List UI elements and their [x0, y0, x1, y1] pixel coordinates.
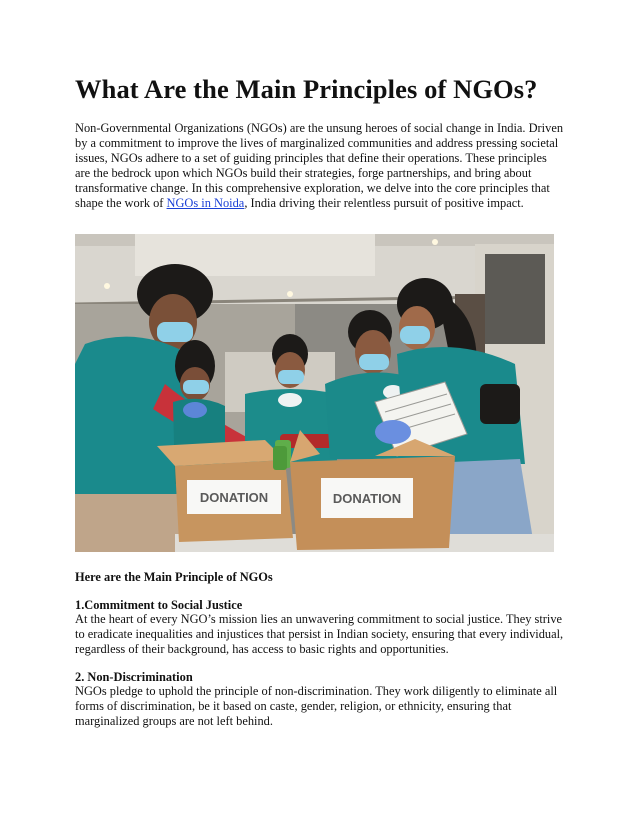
intro-paragraph: [75, 121, 565, 211]
principle-2-heading: 2. Non-Discrimination: [75, 670, 193, 684]
principle-1-heading: 1.Commitment to Social Justice: [75, 598, 243, 612]
page-title: What Are the Main Principles of NGOs?: [75, 74, 538, 104]
principle-1-body: At the heart of every NGO’s mission lies an unwavering commitment to social justice. They strive to eradicate inequalities and injustices that persist in Indian society, ensuring that every individual, regardless of their background, has access to basic rights and opportunities.: [75, 612, 564, 656]
volunteers-photo: [75, 234, 554, 552]
donation-box-right-label: DONATION: [332, 491, 402, 506]
principles-subheading: Here are the Main Principle of NGOs: [75, 570, 273, 584]
intro-text-start: Non-Governmental Organizations (NGOs) are the unsung heroes of social change in India. Driven by a commitment to improve the lives of marginalized communities and address pressing societal issues, NGOs adhere to a set of guiding principles that define their operations. These principles are the bedrock upon which NGOs build their strategies, forge partnerships, and bring about transformative change. In this comprehensive exploration, we delve into the core principles that shape the work of: [75, 121, 564, 210]
principle-2-body: NGOs pledge to uphold the principle of non-discrimination. They work diligently to eliminate all forms of discrimination, be it based on caste, gender, religion, or ethnicity, ensuring that marginalized groups are not left behind.: [75, 684, 558, 728]
ngos-in-noida-link[interactable]: NGOs in Noida: [166, 196, 245, 210]
intro-text-end: , India driving their relentless pursuit of positive impact.: [244, 196, 524, 210]
donation-box-left-label: DONATION: [199, 490, 269, 505]
